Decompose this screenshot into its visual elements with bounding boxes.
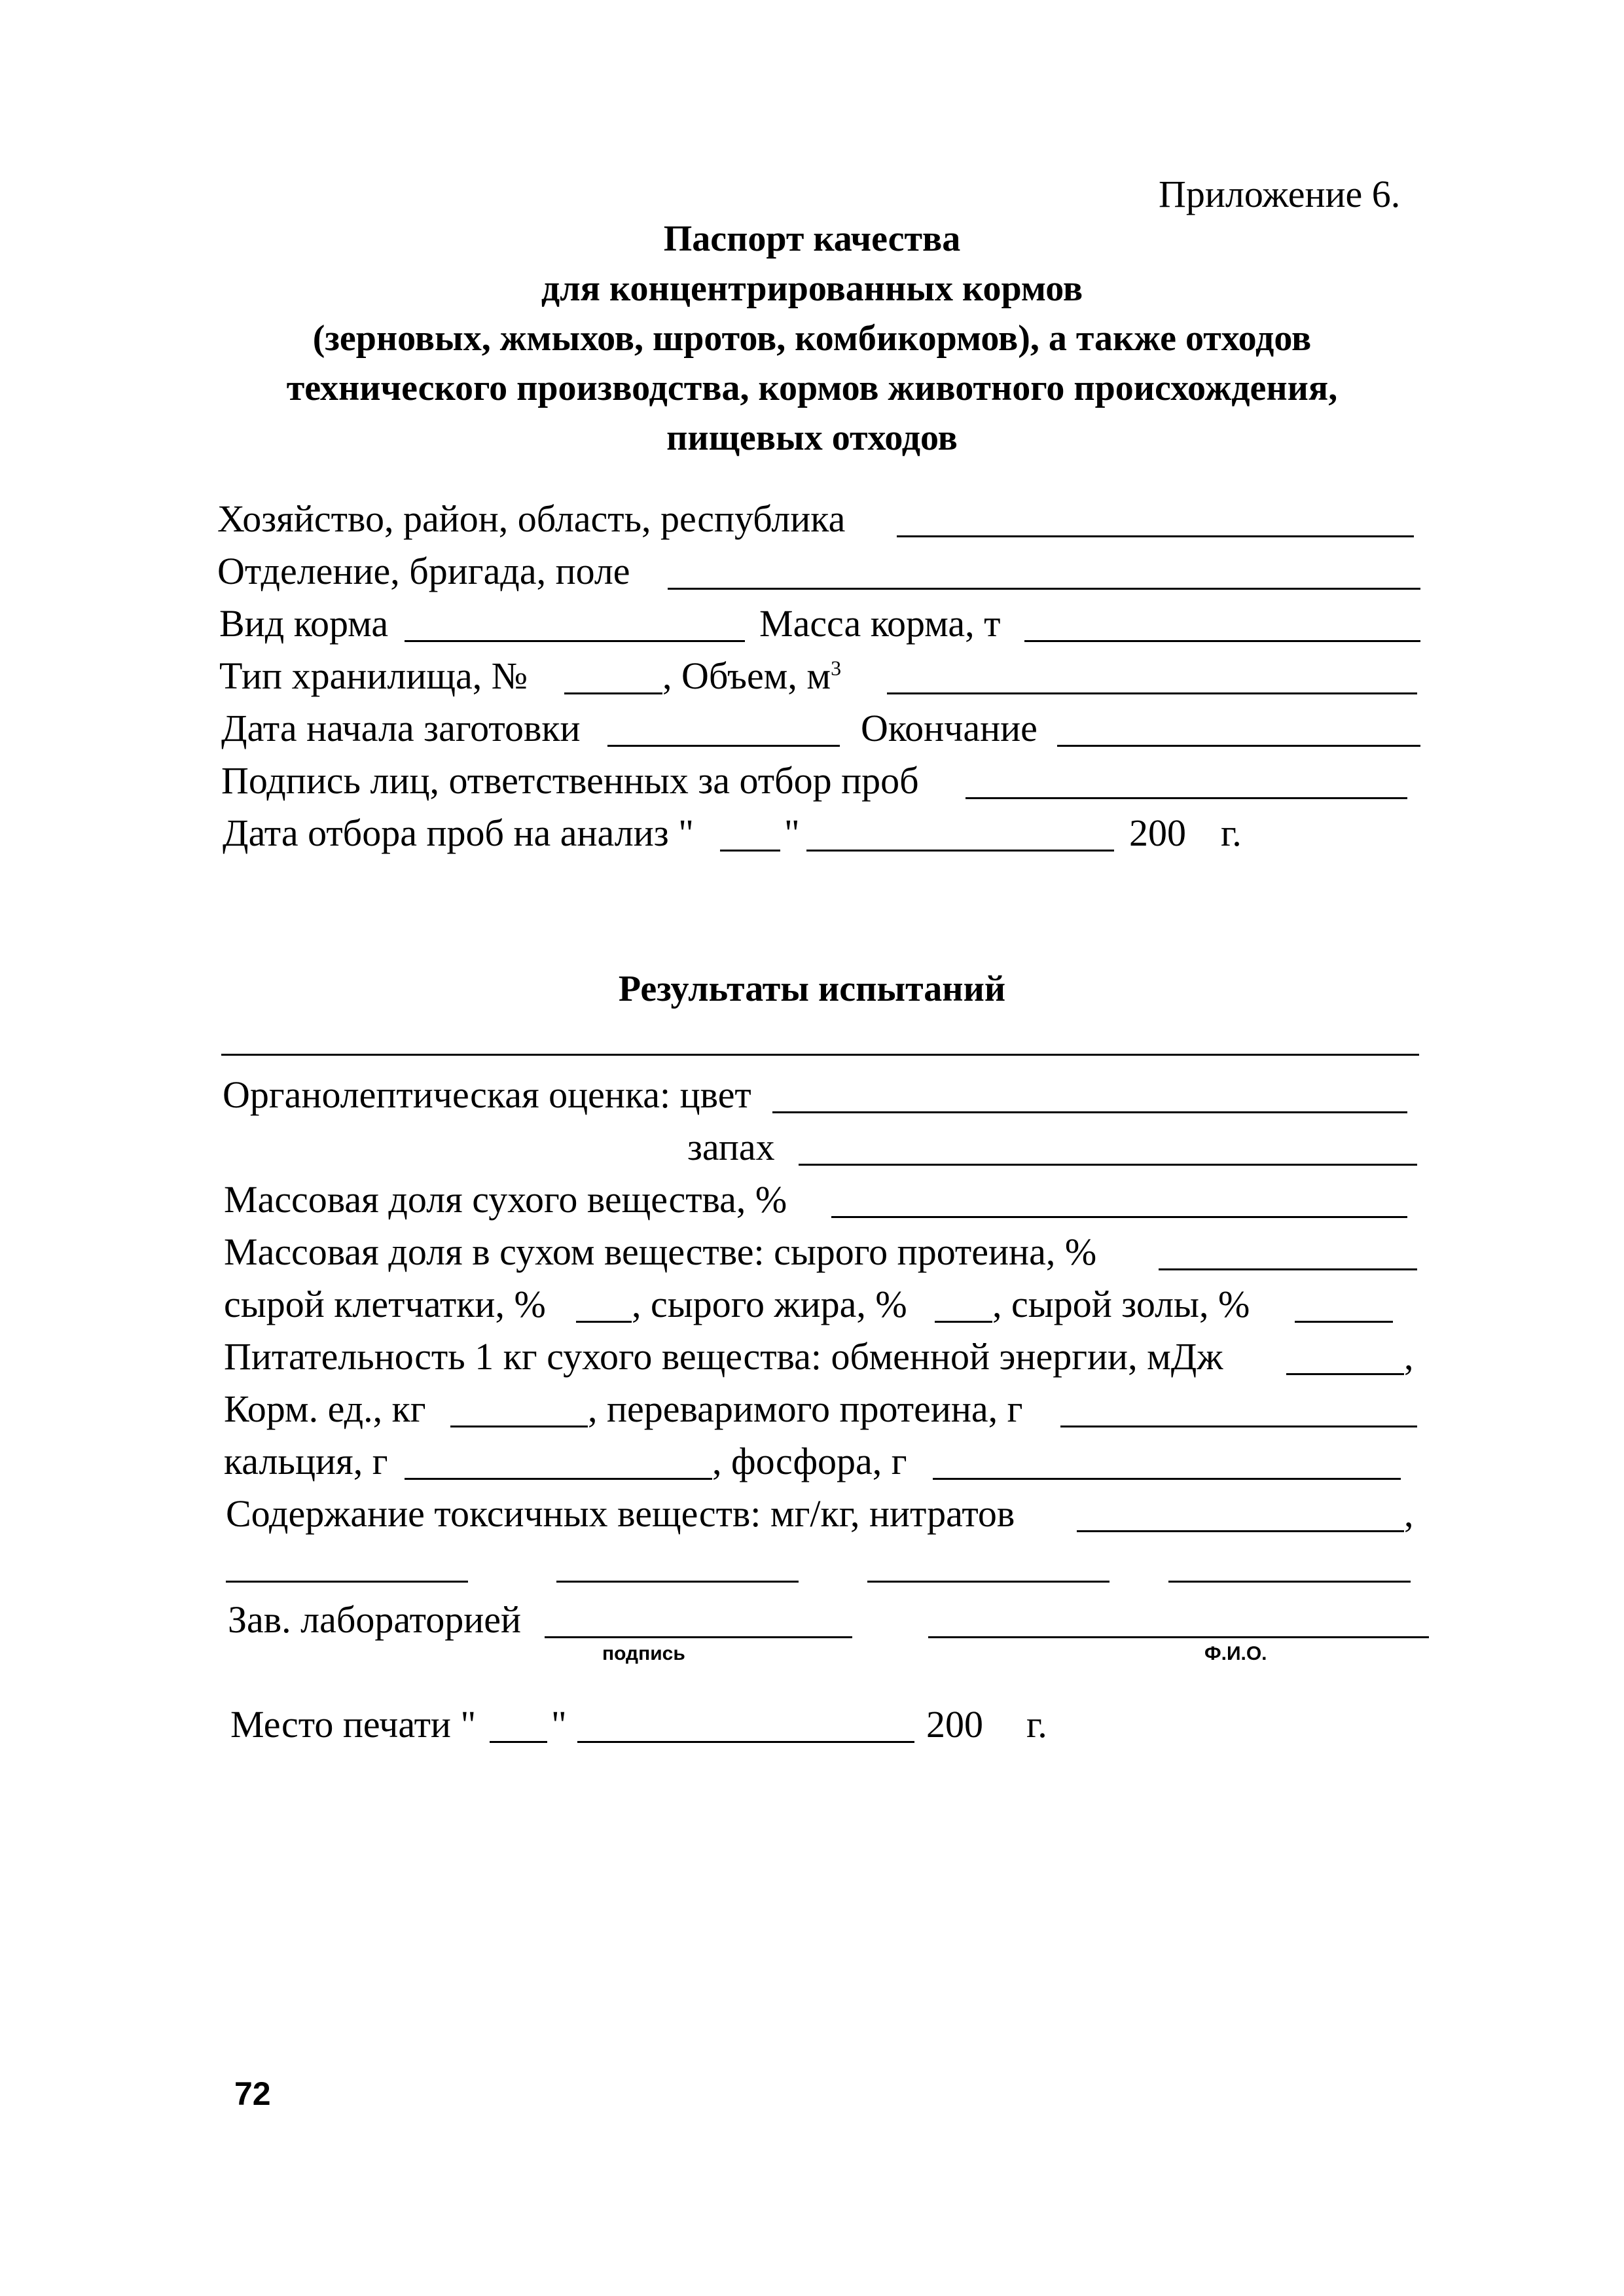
toxic-label: Содержание токсичных веществ: мг/кг, нитратов: [226, 1492, 1015, 1535]
lab-head-signature-field[interactable]: [545, 1636, 852, 1638]
sampling-date-quote: ": [784, 812, 800, 854]
volume-field[interactable]: [887, 692, 1417, 694]
stamp-year-suffix: г.: [1026, 1703, 1047, 1746]
crude-ash-label: , сырой золы, %: [992, 1283, 1250, 1325]
smell-field[interactable]: [799, 1164, 1417, 1166]
feed-mass-label: Масса корма, т: [759, 602, 1001, 645]
farm-field[interactable]: [897, 535, 1414, 537]
phosphorus-field[interactable]: [933, 1478, 1401, 1480]
toxic-comma: ,: [1404, 1492, 1414, 1535]
crude-fat-field[interactable]: [935, 1321, 992, 1323]
title-line-5: пищевых отходов: [666, 418, 958, 458]
signature-field[interactable]: [965, 797, 1407, 799]
harvest-end-field[interactable]: [1057, 745, 1420, 747]
sampling-year: 200: [1129, 812, 1186, 854]
digestible-protein-label: , переваримого протеина, г: [588, 1388, 1023, 1430]
feed-units-label: Корм. ед., кг: [224, 1388, 426, 1430]
storage-type-label: Тип хранилища, №: [219, 655, 528, 697]
feed-units-field[interactable]: [450, 1426, 588, 1427]
volume-label: , Объем, $м^3$: [662, 655, 842, 697]
calcium-label: кальция, г: [224, 1440, 388, 1482]
harvest-start-label: Дата начала заготовки: [221, 707, 581, 749]
calcium-field[interactable]: [405, 1478, 712, 1480]
storage-number-field[interactable]: [564, 692, 662, 694]
dry-matter-label: Массовая доля сухого вещества, %: [224, 1178, 787, 1221]
color-field[interactable]: [772, 1111, 1407, 1113]
crude-ash-field[interactable]: [1295, 1321, 1393, 1323]
results-divider: [221, 1054, 1419, 1056]
stamp-day-field[interactable]: [490, 1741, 547, 1743]
department-field[interactable]: [668, 588, 1420, 590]
feed-mass-field[interactable]: [1024, 640, 1420, 642]
smell-label: запах: [687, 1126, 775, 1168]
stamp-quote: ": [551, 1703, 567, 1746]
sampling-day-field[interactable]: [720, 850, 780, 852]
crude-protein-label: Массовая доля в сухом веществе: сырого протеина, %: [224, 1230, 1097, 1273]
stamp-year: 200: [926, 1703, 983, 1746]
toxic-extra-field-1[interactable]: [226, 1581, 468, 1583]
sampling-date-label: Дата отбора проб на анализ ": [223, 812, 694, 854]
dry-matter-field[interactable]: [831, 1216, 1407, 1218]
feed-type-field[interactable]: [405, 640, 745, 642]
harvest-end-label: Окончание: [861, 707, 1038, 749]
crude-protein-field[interactable]: [1159, 1268, 1417, 1270]
toxic-extra-field-3[interactable]: [867, 1581, 1110, 1583]
toxic-extra-field-2[interactable]: [556, 1581, 799, 1583]
stamp-label: Место печати ": [230, 1703, 477, 1746]
nutrition-label: Питательность 1 кг сухого вещества: обменной энергии, мДж: [224, 1335, 1223, 1378]
fio-caption: Ф.И.О.: [1204, 1643, 1267, 1664]
title-line-2: для концентрированных кормов: [541, 268, 1083, 309]
page-number: 72: [234, 2075, 271, 2112]
appendix-label: Приложение 6.: [1159, 173, 1401, 215]
digestible-protein-field[interactable]: [1060, 1426, 1417, 1427]
crude-fat-label: , сырого жира, %: [632, 1283, 907, 1325]
lab-head-label: Зав. лабораторией: [228, 1598, 522, 1641]
feed-type-label: Вид корма: [219, 602, 389, 645]
nutrition-comma: ,: [1404, 1335, 1414, 1378]
stamp-month-field[interactable]: [577, 1741, 914, 1743]
sampling-month-field[interactable]: [806, 850, 1114, 852]
results-title: Результаты испытаний: [618, 969, 1006, 1009]
signature-label: Подпись лиц, ответственных за отбор проб: [221, 759, 919, 802]
signature-caption: подпись: [602, 1643, 685, 1664]
toxic-extra-field-4[interactable]: [1168, 1581, 1411, 1583]
title-line-3: (зерновых, жмыхов, шротов, комбикормов), а также отходов: [312, 318, 1312, 359]
sampling-year-suffix: г.: [1221, 812, 1242, 854]
crude-fiber-label: сырой клетчатки, %: [224, 1283, 546, 1325]
title-line-1: Паспорт качества: [663, 219, 961, 259]
crude-fiber-field[interactable]: [576, 1321, 632, 1323]
energy-field[interactable]: [1286, 1373, 1404, 1375]
organoleptic-label: Органолептическая оценка: цвет: [223, 1073, 751, 1116]
department-label: Отделение, бригада, поле: [217, 550, 630, 592]
lab-head-fio-field[interactable]: [928, 1636, 1429, 1638]
farm-label: Хозяйство, район, область, республика: [217, 497, 846, 540]
phosphorus-label: , фосфора, г: [712, 1440, 907, 1482]
harvest-start-field[interactable]: [607, 745, 840, 747]
title-line-4: технического производства, кормов животного происхождения,: [286, 368, 1338, 408]
nitrates-field[interactable]: [1077, 1530, 1404, 1532]
